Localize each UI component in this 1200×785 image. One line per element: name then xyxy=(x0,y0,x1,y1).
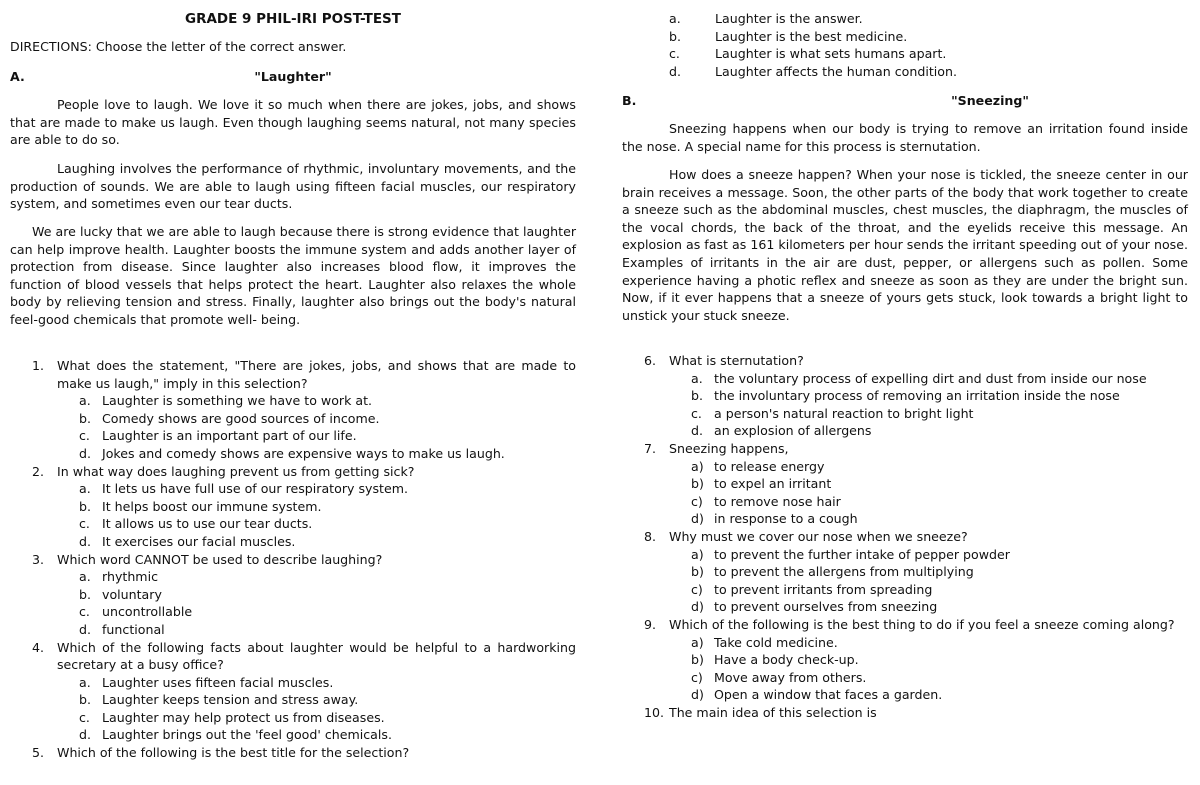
laughter-paragraph-2: Laughing involves the performance of rhythmic, involuntary movements, and the production of sounds. We are able to laugh using fifteen facial muscles, our respiratory system, and sometimes even our tear ducts. xyxy=(10,161,576,212)
question-number: 6. xyxy=(644,353,657,368)
options xyxy=(57,568,576,638)
question-6 xyxy=(622,352,1188,440)
option-7a[interactable]: a) to release energy xyxy=(691,458,825,474)
option-2c[interactable]: c. It allows us to use our tear ducts. xyxy=(79,516,313,532)
question-number: 7. xyxy=(644,440,657,456)
options xyxy=(669,546,1188,616)
option-5a[interactable]: a. Laughter is the answer. xyxy=(669,11,863,26)
option-5b[interactable]: b. Laughter is the best medicine. xyxy=(669,28,908,44)
option-3a[interactable]: a. rhythmic xyxy=(79,569,159,585)
option-7b[interactable]: b) to expel an irritant xyxy=(691,476,832,492)
section-b-title: "Sneezing" xyxy=(951,93,1029,108)
question-text: Which word CANNOT be used to describe laughing? xyxy=(57,551,383,567)
option-5d[interactable]: d. Laughter affects the human condition. xyxy=(669,63,957,79)
question-text: Which of the following facts about laughter would be helpful to a hardworking secretary at a busy office? xyxy=(57,639,576,673)
option-1c[interactable]: c. Laughter is an important part of our life. xyxy=(79,428,357,444)
option-6a[interactable]: a. the voluntary process of expelling dirt and dust from inside our nose xyxy=(691,370,1147,386)
question-3 xyxy=(10,551,576,639)
options xyxy=(57,674,576,744)
option-1b[interactable]: b. Comedy shows are good sources of income. xyxy=(79,410,380,426)
option-1a[interactable]: a. Laughter is something we have to work at. xyxy=(79,393,373,409)
option-4b[interactable]: b. Laughter keeps tension and stress away. xyxy=(79,692,359,708)
options xyxy=(669,370,1188,440)
laughter-questions xyxy=(10,357,576,762)
question-text: What is sternutation? xyxy=(669,353,804,368)
question-text: Sneezing happens, xyxy=(669,440,789,456)
question-number: 3. xyxy=(32,551,45,567)
sneezing-paragraph-2: How does a sneeze happen? When your nose is tickled, the sneeze center in our brain receives a message. Soon, the other parts of the body that work together to create a sneeze such as the abdominal muscles, chest muscles, the diaphragm, the muscles of the vocal chords, the back of the throat, and the eyelids receive this message. An explosion as fast as 161 kilometers per hour sends the irritant speeding out of your nose. Examples of irritants in the air are dust, pepper, or allergens such as pollen. Some experience having a photic reflex and sneeze as soon as they are under the bright sun. Now, if it ever happens that a sneeze of yours gets stuck, look towards a bright light to unstick your stuck sneeze. xyxy=(622,167,1188,323)
question-text: Which of the following is the best title for the selection? xyxy=(57,745,410,761)
question-number: 9. xyxy=(644,616,657,632)
question-number: 4. xyxy=(32,639,45,655)
option-8a[interactable]: a) to prevent the further intake of pepper powder xyxy=(691,546,1010,562)
option-6c[interactable]: c. a person's natural reaction to bright light xyxy=(691,405,974,421)
question-number: 2. xyxy=(32,463,45,479)
option-5c[interactable]: c. Laughter is what sets humans apart. xyxy=(669,46,947,62)
question-text: The main idea of this selection is xyxy=(669,704,877,720)
option-4c[interactable]: c. Laughter may help protect us from diseases. xyxy=(79,709,385,725)
section-a-heading xyxy=(10,68,576,86)
option-4a[interactable]: a. Laughter uses fifteen facial muscles. xyxy=(79,674,334,690)
question-text: What does the statement, "There are jokes, jobs, and shows that are made to make us laugh," imply in this selection? xyxy=(57,358,576,391)
option-2d[interactable]: d. It exercises our facial muscles. xyxy=(79,533,296,549)
option-9b[interactable]: b) Have a body check-up. xyxy=(691,652,859,668)
question-10 xyxy=(622,704,1188,722)
options xyxy=(57,392,576,462)
question-text: Why must we cover our nose when we sneeze? xyxy=(669,528,968,544)
option-2a[interactable]: a. It lets us have full use of our respiratory system. xyxy=(79,481,408,497)
option-9c[interactable]: c) Move away from others. xyxy=(691,669,867,685)
option-3d[interactable]: d. functional xyxy=(79,621,165,637)
question-number: 8. xyxy=(644,528,657,544)
section-b-letter: B. xyxy=(622,93,637,108)
laughter-paragraph-3: We are lucky that we are able to laugh because there is strong evidence that laughter can help improve health. Laughter boosts the immune system and adds another layer of protection from disease. Since laughter also increases blood flow, it improves the function of blood vessels that helps protect the heart. Laughter also relaxes the whole body by relieving tension and stress. Finally, laughter also brings out the body's natural feel-good chemicals that promote well- being. xyxy=(10,224,576,327)
options xyxy=(669,458,1188,528)
option-3c[interactable]: c. uncontrollable xyxy=(79,604,193,620)
section-a-title: "Laughter" xyxy=(254,69,332,84)
options xyxy=(669,634,1188,704)
question-number: 5. xyxy=(32,745,45,761)
option-8b[interactable]: b) to prevent the allergens from multiplying xyxy=(691,564,974,580)
section-b-heading xyxy=(622,92,1188,110)
question-5-options xyxy=(622,10,1188,80)
options xyxy=(57,480,576,550)
option-6b[interactable]: b. the involuntary process of removing an irritation inside the nose xyxy=(691,388,1120,404)
question-7 xyxy=(622,440,1188,528)
sneezing-paragraph-1: Sneezing happens when our body is trying to remove an irritation found inside the nose. A special name for this process is sternutation. xyxy=(622,121,1188,154)
option-9a[interactable]: a) Take cold medicine. xyxy=(691,634,838,650)
sneezing-questions xyxy=(622,352,1188,721)
option-6d[interactable]: d. an explosion of allergens xyxy=(691,423,872,439)
question-number: 10. xyxy=(644,704,665,720)
question-4 xyxy=(10,639,576,745)
option-2b[interactable]: b. It helps boost our immune system. xyxy=(79,498,322,514)
option-8c[interactable]: c) to prevent irritants from spreading xyxy=(691,581,933,597)
question-9 xyxy=(622,616,1188,704)
option-3b[interactable]: b. voluntary xyxy=(79,586,162,602)
option-7c[interactable]: c) to remove nose hair xyxy=(691,493,841,509)
option-4d[interactable]: d. Laughter brings out the 'feel good' chemicals. xyxy=(79,727,392,743)
question-2 xyxy=(10,463,576,551)
laughter-paragraph-1: People love to laugh. We love it so much when there are jokes, jobs, and shows that are made to make us laugh. Even though laughing seems natural, not many species are able to do so. xyxy=(10,97,576,148)
option-1d[interactable]: d. Jokes and comedy shows are expensive ways to make us laugh. xyxy=(79,445,505,461)
directions: DIRECTIONS: Choose the letter of the correct answer. xyxy=(10,39,347,54)
question-text: In what way does laughing prevent us from getting sick? xyxy=(57,463,415,479)
question-8 xyxy=(622,528,1188,616)
option-8d[interactable]: d) to prevent ourselves from sneezing xyxy=(691,599,938,615)
question-text: Which of the following is the best thing to do if you feel a sneeze coming along? xyxy=(669,616,1175,632)
option-7d[interactable]: d) in response to a cough xyxy=(691,511,858,527)
page-title: GRADE 9 PHIL-IRI POST-TEST xyxy=(184,11,401,27)
question-number: 1. xyxy=(32,358,45,373)
question-1 xyxy=(10,357,576,463)
option-9d[interactable]: d) Open a window that faces a garden. xyxy=(691,687,943,703)
section-a-letter: A. xyxy=(10,69,25,84)
question-5 xyxy=(10,744,576,762)
